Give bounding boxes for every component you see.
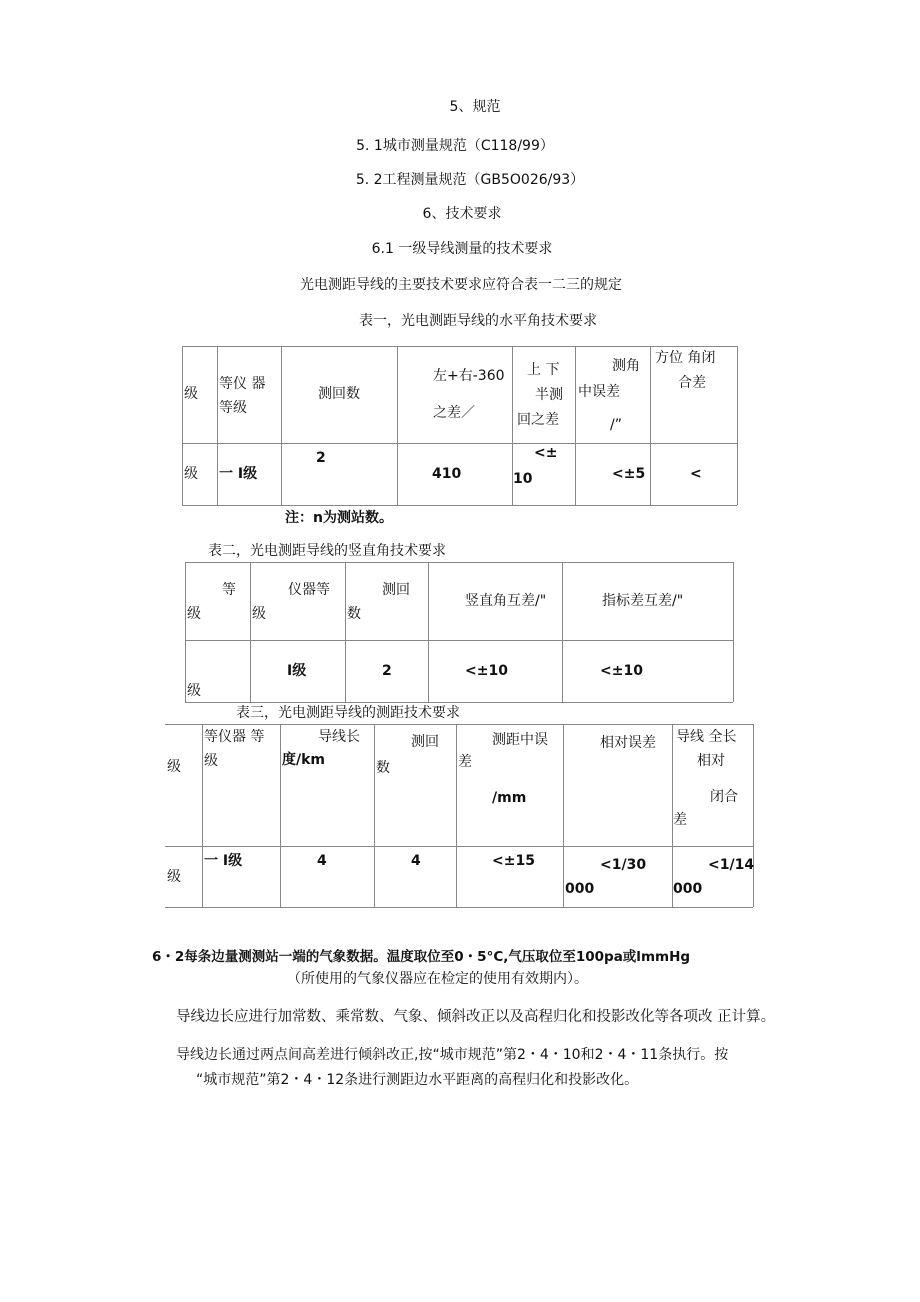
heading-5-2: 5. 2工程测量规范（GB5O026/93） bbox=[355, 172, 585, 188]
table3-cell: 4 bbox=[411, 853, 421, 869]
table3-header: 差 bbox=[673, 812, 687, 828]
paragraph-6-2: 6・2每条边量测测站一端的气象数据。温度取位至0・5°C,气压取位至100pa或lmmHg bbox=[152, 949, 691, 965]
table3-header: 差 bbox=[458, 754, 472, 770]
table3-cell: 000 bbox=[673, 881, 703, 897]
table1-header: 回之差 bbox=[517, 412, 559, 428]
heading-6-1: 6.1 一级导线测量的技术要求 bbox=[371, 241, 553, 257]
table1-cell: 2 bbox=[316, 450, 326, 466]
table3-header: 级 bbox=[167, 759, 181, 775]
table2-header: 级 bbox=[252, 606, 266, 622]
table2-cell: <±10 bbox=[600, 663, 643, 679]
table3-cell: 4 bbox=[317, 853, 327, 869]
table1-header: 测角 bbox=[612, 358, 640, 374]
table2-cell: <±10 bbox=[465, 663, 508, 679]
table3-header: 数 bbox=[376, 760, 390, 776]
paragraph-note: （所使用的气象仪器应在检定的使用有效期内）。 bbox=[287, 971, 588, 987]
table3-header: 导线 全长 bbox=[676, 729, 737, 745]
intro-text: 光电测距导线的主要技术要求应符合表一二三的规定 bbox=[300, 277, 622, 293]
table2-header: 数 bbox=[347, 606, 361, 622]
table1-header: 上 下 bbox=[527, 362, 560, 378]
table3-cell: <±15 bbox=[492, 853, 535, 869]
table3-cell: <1/14 bbox=[708, 857, 755, 873]
table2-cell: 2 bbox=[382, 663, 392, 679]
table1-note: 注：n为测站数。 bbox=[285, 510, 393, 526]
table3-header: 度/km bbox=[282, 752, 326, 768]
table2-header: 竖直角互差/" bbox=[465, 593, 547, 609]
paragraph-correction: 导线边长应进行加常数、乘常数、气象、倾斜改正以及高程归化和投影改化等各项改 正计算。 bbox=[176, 1009, 776, 1025]
table3-header: 相对 bbox=[697, 753, 725, 769]
table1-header: 级 bbox=[184, 386, 198, 402]
table2-caption: 表二，光电测距导线的竖直角技术要求 bbox=[208, 543, 446, 559]
table1-header: 方位 角闭 bbox=[655, 350, 716, 366]
table1-cell: < bbox=[690, 466, 702, 482]
table1-cell: <±5 bbox=[612, 466, 646, 482]
table1-caption: 表一，光电测距导线的水平角技术要求 bbox=[359, 313, 597, 329]
table1-header: 左+右-360 bbox=[433, 368, 505, 384]
table1-cell: 10 bbox=[513, 471, 533, 487]
table1-cell: 级 bbox=[184, 466, 198, 482]
table2-cell: I级 bbox=[287, 663, 307, 679]
heading-5: 5、规范 bbox=[449, 99, 501, 115]
table2-cell: 级 bbox=[187, 683, 201, 699]
table1-cell: 410 bbox=[432, 466, 462, 482]
table3-header: 等仪器 等 bbox=[204, 729, 265, 745]
table3-header: 测距中误 bbox=[492, 732, 548, 748]
table3-header: 相对误差 bbox=[600, 735, 656, 751]
table2-header: 指标差互差/" bbox=[602, 593, 684, 609]
table2-header: 级 bbox=[187, 606, 201, 622]
table3-header: /mm bbox=[492, 790, 527, 806]
table1-cell: <± bbox=[534, 445, 558, 461]
table1-header: /” bbox=[610, 417, 622, 433]
table3-header: 导线长 bbox=[318, 729, 360, 745]
table3-caption: 表三，光电测距导线的测距技术要求 bbox=[236, 705, 460, 721]
paragraph-tilt: 导线边长通过两点间高差进行倾斜改正,按“城市规范”第2・4・10和2・4・11条执行。按 bbox=[176, 1047, 729, 1063]
table2-header: 等 bbox=[222, 582, 236, 598]
table1-header: 等级 bbox=[219, 400, 247, 416]
table1-header: 测回数 bbox=[318, 386, 360, 402]
table3-header: 测回 bbox=[411, 734, 439, 750]
table3-header: 闭合 bbox=[710, 789, 738, 805]
table2-header: 测回 bbox=[382, 582, 410, 598]
heading-6: 6、技术要求 bbox=[422, 206, 502, 222]
paragraph-projection: “城市规范”第2・4・12条进行测距边水平距离的高程归化和投影改化。 bbox=[196, 1072, 639, 1088]
table1-header: 等仪 器 bbox=[219, 376, 266, 392]
table1-header: 之差／ bbox=[433, 405, 475, 421]
table3-cell: <1/30 bbox=[600, 857, 647, 873]
table1-header: 中误差 bbox=[578, 384, 620, 400]
table3-cell: 000 bbox=[565, 881, 595, 897]
table3-cell: 一 I级 bbox=[204, 853, 243, 869]
table1-header: 合差 bbox=[678, 375, 706, 391]
table1-header: 半测 bbox=[535, 387, 563, 403]
heading-5-1: 5. 1城市测量规范（C118/99） bbox=[356, 138, 554, 154]
table1-cell: 一 I级 bbox=[219, 466, 258, 482]
table3-cell: 级 bbox=[167, 869, 181, 885]
table3-header: 级 bbox=[204, 753, 218, 769]
table2-header: 仪器等 bbox=[288, 582, 330, 598]
